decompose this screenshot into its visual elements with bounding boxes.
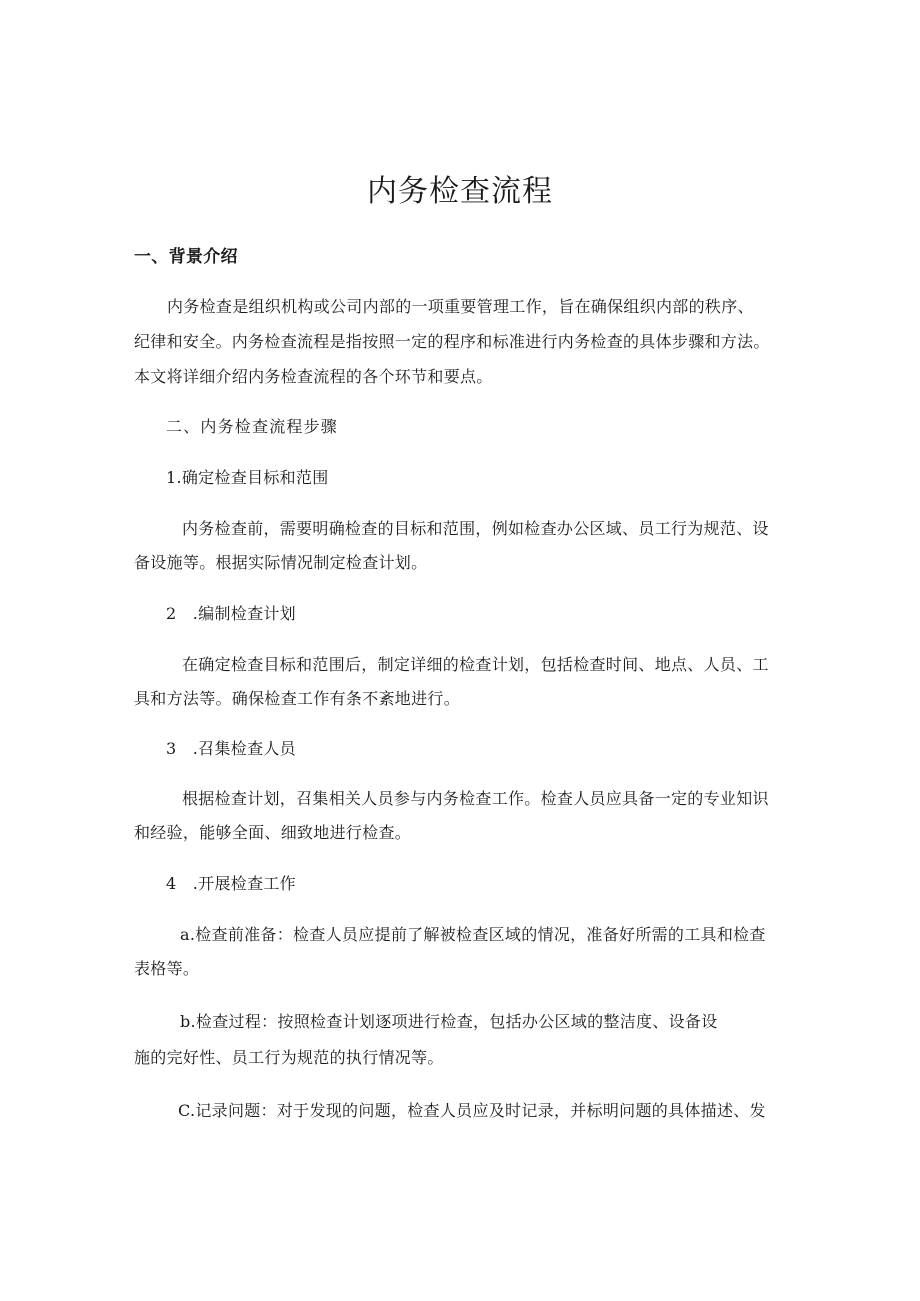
paragraph-line: 在确定检查目标和范围后，制定详细的检查计划，包括检查时间、地点、人员、工	[182, 655, 769, 674]
step-heading: 2 .编制检查计划	[166, 604, 296, 623]
paragraph-line: 表格等。	[134, 959, 200, 978]
paragraph-line: 纪律和安全。内务检查流程是指按照一定的程序和标准进行内务检查的具体步骤和方法。	[134, 332, 770, 351]
paragraph-line: 根据检查计划，召集相关人员参与内务检查工作。检查人员应具备一定的专业知识	[182, 789, 769, 808]
paragraph-line: a.检查前准备：检查人员应提前了解被检查区域的情况，准备好所需的工具和检查	[180, 925, 766, 944]
section-heading-steps: 二、内务检查流程步骤	[166, 417, 339, 436]
step-heading: 4 .开展检查工作	[166, 874, 296, 893]
paragraph-line: 和经验，能够全面、细致地进行检查。	[134, 823, 412, 842]
paragraph-line: 本文将详细介绍内务检查流程的各个环节和要点。	[134, 367, 493, 386]
paragraph-line: C.记录问题：对于发现的问题，检查人员应及时记录，并标明问题的具体描述、发	[178, 1101, 766, 1120]
paragraph-line: 内务检查是组织机构或公司内部的一项重要管理工作，旨在确保组织内部的秩序、	[167, 297, 754, 316]
paragraph-line: 具和方法等。确保检查工作有条不紊地进行。	[134, 689, 461, 708]
section-heading-background: 一、背景介绍	[134, 247, 238, 267]
step-heading: 3 .召集检查人员	[166, 739, 296, 758]
paragraph-line: b.检查过程：按照检查计划逐项进行检查，包括办公区域的整洁度、设备设	[180, 1012, 718, 1031]
paragraph-line: 施的完好性、员工行为规范的执行情况等。	[134, 1048, 444, 1067]
paragraph-line: 内务检查前，需要明确检查的目标和范围，例如检查办公区域、员工行为规范、设	[182, 519, 769, 538]
document-title: 内务检查流程	[367, 174, 553, 209]
paragraph-line: 备设施等。根据实际情况制定检查计划。	[134, 553, 428, 572]
step-heading: 1.确定检查目标和范围	[166, 468, 329, 487]
